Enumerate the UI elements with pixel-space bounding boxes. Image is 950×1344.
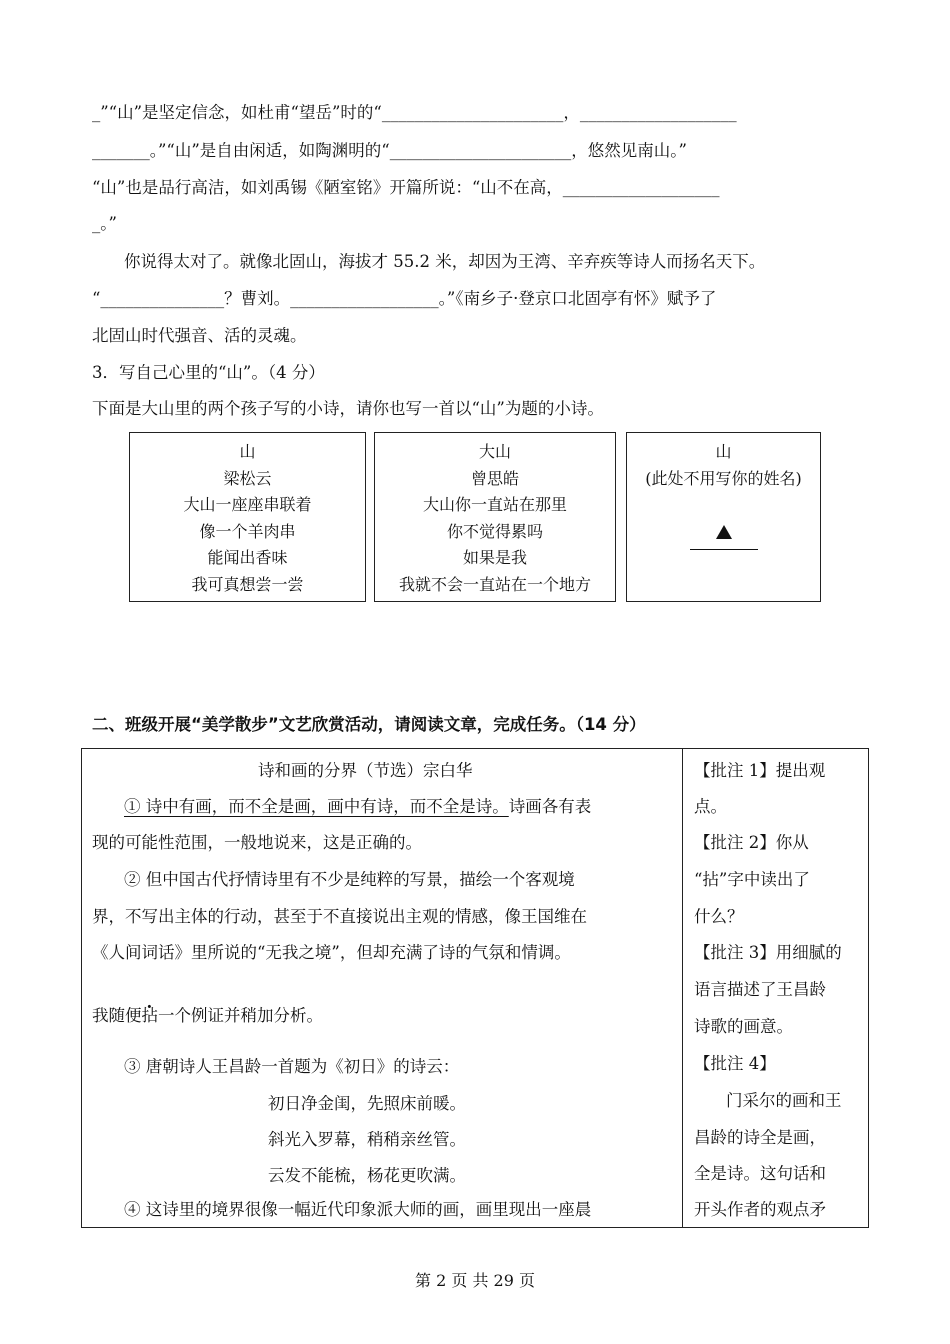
poem-author: 梁松云	[223, 468, 272, 488]
question-3-description: 下面是大山里的两个孩子写的小诗，请你也写一首以“山”为题的小诗。	[92, 399, 604, 418]
poem-line: 我就不会一直站在一个地方	[398, 574, 591, 594]
text-line-2: _______。”“山”是自由闲适，如陶渊明的“______________________，悠然见南山。”	[92, 141, 687, 160]
poem-box-1	[129, 432, 366, 602]
poem-line: 能闻出香味	[207, 548, 288, 568]
poem-line: 如果是我	[462, 548, 527, 568]
paragraph-4: ④ 这诗里的境界很像一幅近代印象派大师的画，画里现出一座晨	[124, 1200, 592, 1219]
question-3: 3．写自己心里的“山”。（4 分）	[92, 363, 325, 382]
annotation-line: 语言描述了王昌龄	[694, 980, 826, 999]
paragraph-1	[124, 796, 591, 818]
paragraph-2-line-1: ② 但中国古代抒情诗里有不少是纯粹的写景，描绘一个客观境	[124, 870, 575, 889]
annotation-line: 全是诗。这句话和	[694, 1164, 826, 1183]
answer-line[interactable]	[627, 518, 820, 550]
poem-title: 山	[715, 442, 732, 461]
poem-line: 我可真想尝一尝	[191, 574, 304, 594]
paragraph-1-cont: 现的可能性范围，一般地说来，这是正确的。	[92, 833, 422, 852]
poem-box-3	[626, 432, 821, 602]
text-line-5: 你说得太对了。就像北固山，海拔才 55.2 米，却因为王湾、辛弃疾等诗人而扬名天下。	[124, 252, 766, 271]
poem-title: 山	[239, 442, 256, 461]
annotation-line: 诗歌的画意。	[694, 1017, 793, 1036]
annotation-line: 门采尔的画和王	[726, 1091, 842, 1110]
text-line-7: 北固山时代强音、活的灵魂。	[92, 326, 307, 345]
poem-author: 曾思皓	[470, 468, 519, 488]
paragraph-2-line-2: 界，不写出主体的行动，甚至于不直接说出主观的情感，像王国维在	[92, 907, 587, 926]
page-footer: 第 2 页 共 29 页	[415, 1271, 535, 1290]
poem-line-3: 云发不能梳，杨花更吹满。	[268, 1166, 466, 1185]
paragraph-2-line-4: 我随便拈一个例证并稍加分析。	[92, 1006, 323, 1025]
text-line-3: “山”也是品行高洁，如刘禹锡《陋室铭》开篇所说：“山不在高，___________________	[92, 178, 720, 197]
text-line-4: _。”	[92, 214, 117, 233]
reading-table	[81, 748, 869, 1228]
emphasized-character: 拈	[141, 1006, 158, 1025]
article-title: 诗和画的分界（节选）宗白华	[258, 761, 473, 780]
triangle-icon	[716, 525, 732, 539]
paragraph-3: ③ 唐朝诗人王昌龄一首题为《初日》的诗云：	[124, 1057, 460, 1076]
annotation-line: 【批注 3】用细腻的	[694, 943, 842, 962]
annotation-line: 【批注 1】提出观	[694, 761, 826, 780]
poem-line: 大山一座座串联着	[183, 495, 312, 515]
paragraph-2-line-3: 《人间词话》里所说的“无我之境”，但却充满了诗的气氛和情调。	[92, 943, 571, 962]
paragraph-1-rest: 诗画各有表	[508, 797, 592, 816]
column-divider	[682, 749, 683, 1227]
section-2-heading: 二、班级开展“美学散步”文艺欣赏活动，请阅读文章，完成任务。（14 分）	[92, 715, 646, 734]
annotation-line: 【批注 2】你从	[694, 833, 809, 852]
text-line-1: _”“山”是坚定信念，如杜甫“望岳”时的“______________________，___________________	[92, 103, 737, 122]
annotation-line: 【批注 4】	[694, 1054, 776, 1073]
poem-title: 大山	[478, 442, 511, 461]
text-line-6: “_______________？曹刘。__________________。”《南乡子·登京口北固亭有怀》赋予了	[92, 289, 717, 308]
poem-line-2: 斜光入罗幕，稍稍亲丝管。	[268, 1130, 466, 1149]
poem-line: 你不觉得累吗	[446, 521, 543, 541]
poem-line: 像一个羊肉串	[199, 521, 296, 541]
poem-box-2	[374, 432, 616, 602]
underlined-sentence: ① 诗中有画，而不全是画，画中有诗，而不全是诗。	[124, 797, 509, 816]
poem-line-1: 初日净金闺，先照床前暖。	[268, 1094, 466, 1113]
annotation-line: “拈”字中读出了	[694, 870, 810, 889]
annotation-line: 昌龄的诗全是画，	[694, 1128, 826, 1147]
poem-line: 大山你一直站在那里	[422, 495, 567, 515]
annotation-line: 点。	[694, 797, 727, 816]
annotation-line: 什么？	[694, 907, 744, 926]
annotation-line: 开头作者的观点矛	[694, 1200, 826, 1219]
poem-author-placeholder: (此处不用写你的姓名)	[645, 468, 802, 488]
